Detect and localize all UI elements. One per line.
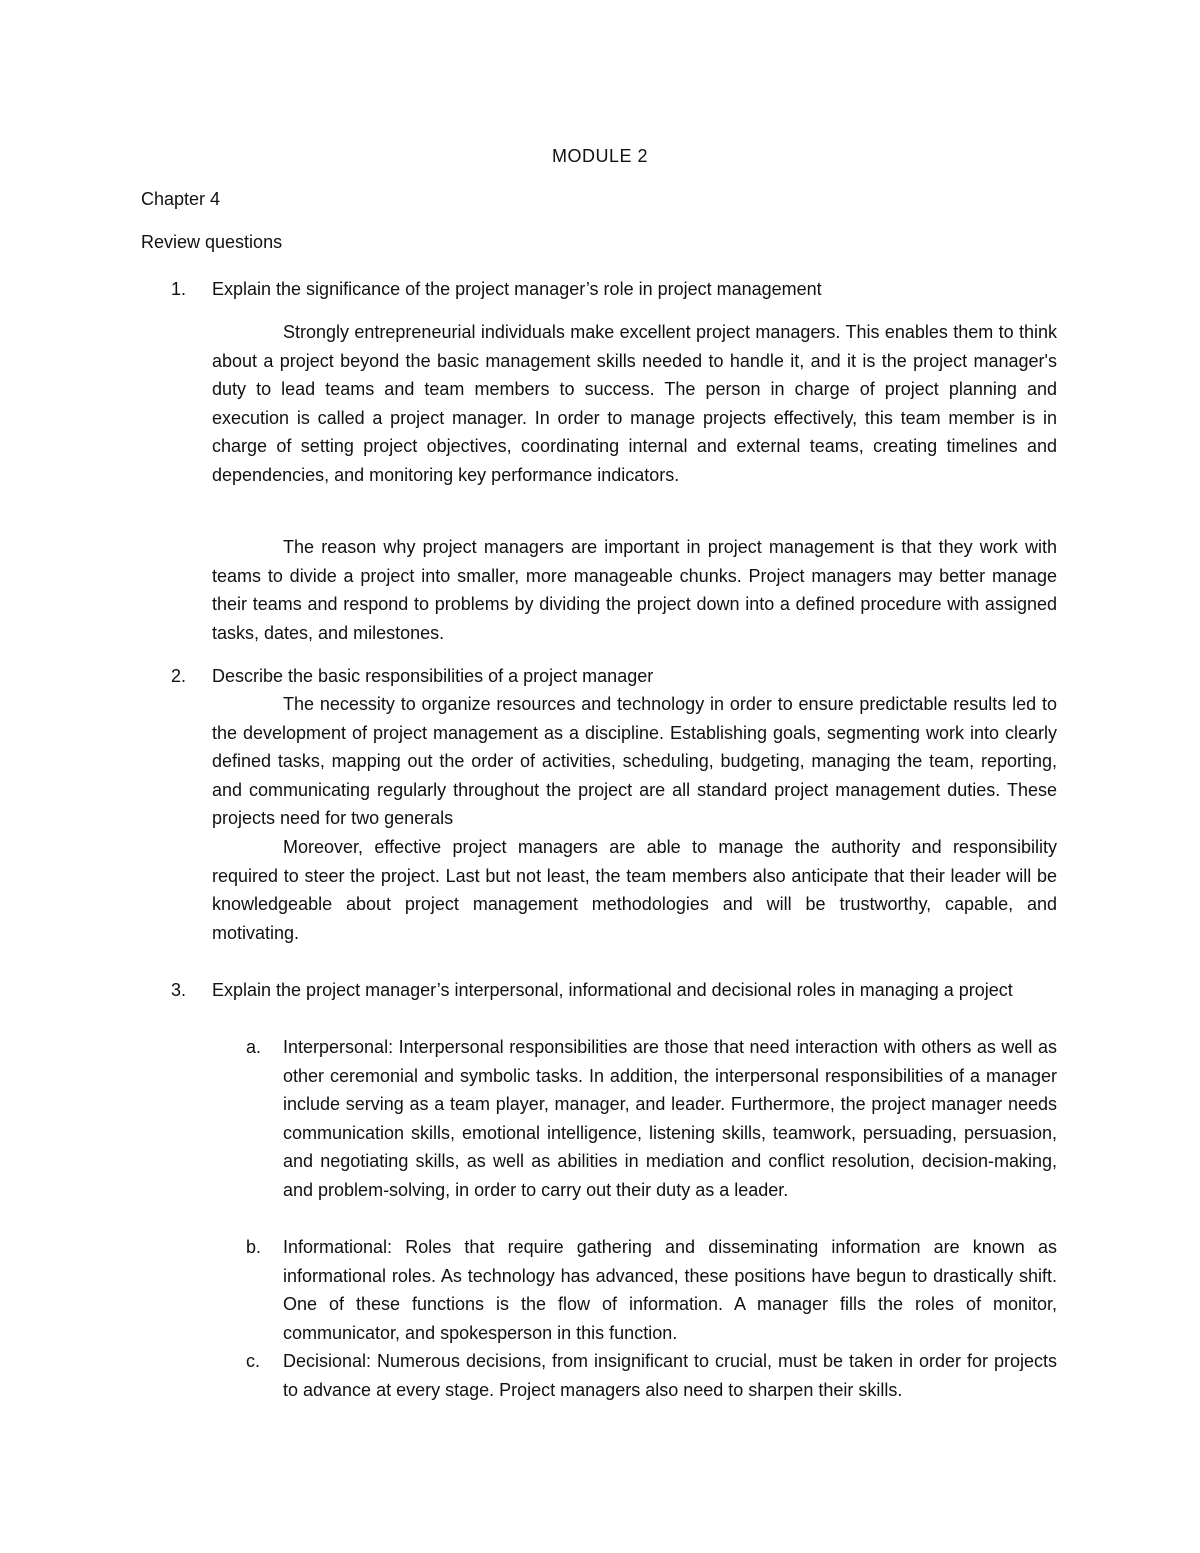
question-text: Explain the project manager’s interpersonal, informational and decisional roles in managing a project (212, 980, 1013, 1000)
sub-item-text: Interpersonal: Interpersonal responsibilities are those that need interaction with others as well as other ceremonial and symbolic tasks. In addition, the interpersonal responsibilities of a manager include serving as a team player, manager, and leader. Furthermore, the project manager needs communication skills, emotional intelligence, listening skills, teamwork, persuading, persuasion, and negotiating skills, as well as abilities in mediation and conflict resolution, decision-making, and problem-solving, in order to carry out their duty as a leader. (283, 1037, 1057, 1200)
question-number: 3. (171, 980, 187, 1000)
sub-item-c (212, 1347, 1057, 1404)
answer-paragraph: The necessity to organize resources and technology in order to ensure predictable results led to the development of project management as a discipline. Establishing goals, segmenting work into clearly defined tasks, mapping out the order of activities, scheduling, budgeting, managing the team, reporting, and communicating regularly throughout the project are all standard project management duties. These projects need for two generals (212, 694, 1057, 829)
document-title: MODULE 2 (551, 146, 649, 166)
chapter-heading: Chapter 4 (141, 189, 221, 209)
sub-item-letter: a. (246, 1037, 262, 1057)
sub-item-letter: c. (246, 1351, 261, 1371)
answer-paragraph: Moreover, effective project managers are able to manage the authority and responsibility required to steer the project. Last but not least, the team members also anticipate that their leader will be knowledgeable about project management methodologies and will be trustworthy, capable, and motivating. (212, 837, 1057, 943)
sub-item-text: Informational: Roles that require gathering and disseminating information are known as informational roles. As technology has advanced, these positions have begun to drastically shift. One of these functions is the flow of information. A manager fills the roles of monitor, communicator, and spokesperson in this function. (283, 1237, 1057, 1343)
question-number: 1. (171, 279, 187, 299)
sub-item-b (212, 1233, 1057, 1347)
question-3 (141, 976, 1061, 1005)
sub-item-letter: b. (246, 1237, 262, 1257)
section-heading: Review questions (141, 232, 283, 252)
sub-item-text: Decisional: Numerous decisions, from insignificant to crucial, must be taken in order for projects to advance at every stage. Project managers also need to sharpen their skills. (283, 1351, 1057, 1400)
question-text: Describe the basic responsibilities of a project manager (212, 666, 654, 686)
question-2 (141, 662, 1061, 691)
question-text: Explain the significance of the project manager’s role in project management (212, 279, 822, 299)
answer-paragraph: Strongly entrepreneurial individuals make excellent project managers. This enables them to think about a project beyond the basic management skills needed to handle it, and it is the project manager's duty to lead teams and team members to success. The person in charge of project planning and execution is called a project manager. In order to manage projects effectively, this team member is in charge of setting project objectives, coordinating internal and external teams, creating timelines and dependencies, and monitoring key performance indicators. (212, 322, 1057, 485)
question-1 (141, 275, 1061, 304)
sub-item-a (212, 1033, 1057, 1205)
question-number: 2. (171, 666, 187, 686)
answer-paragraph: The reason why project managers are important in project management is that they work with teams to divide a project into smaller, more manageable chunks. Project managers may better manage their teams and respond to problems by dividing the project down into a defined procedure with assigned tasks, dates, and milestones. (212, 537, 1057, 643)
